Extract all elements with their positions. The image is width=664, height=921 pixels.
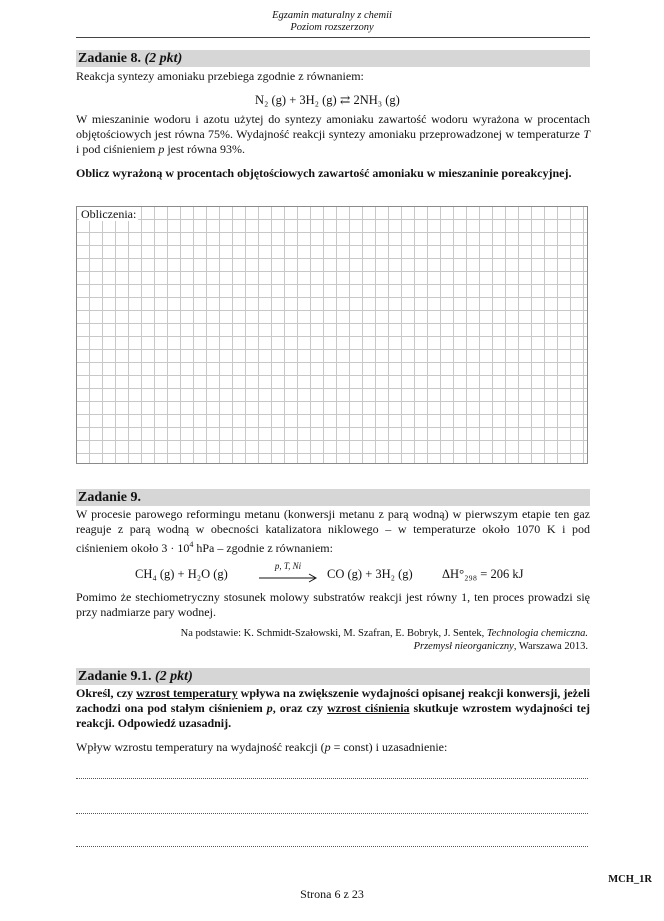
right-arrow-icon [257,573,319,587]
source-book-subtitle: Przemysł nieorganiczny [413,641,514,652]
task91-command-text-3: , oraz czy [272,701,328,715]
task9-paragraph-text-2: hPa – zgodnie z równaniem: [193,541,333,555]
task8-paragraph [76,112,590,157]
task8-temperature-symbol: T [583,127,590,141]
task91-title [78,668,193,685]
task91-points: (2 pkt) [155,669,193,684]
page-number: Strona 6 z 23 [300,887,364,901]
task9-title-bar [76,489,590,506]
task8-pressure-symbol: p [158,142,165,156]
task8-paragraph-text-3: jest równa 93%. [164,142,245,156]
task91-command-text-2: wpływa na zwiększenie wydajności opisanej reakcji konwersji, jeżeli zachodzi ona pod stałym ciśnieniem [76,686,590,715]
task91-pressure-symbol: p [266,701,273,715]
reaction-conditions: p, T, Ni [274,561,302,571]
task9-equation-right: CO (g) + 3H₂ (g) [327,567,413,581]
exam-code: MCH_1R [608,874,652,885]
answer-line-1[interactable] [76,777,588,779]
task8-command: Oblicz wyrażoną w procentach objętościowych zawartość amoniaku w mieszaninie poreakcyjnej. [76,166,572,180]
source-publisher: , Warszawa 2013. [513,641,588,652]
task9-exponent: 4 [189,540,194,549]
task91-underlined-temperature: wzrost temperatury [136,686,238,700]
task8-paragraph-text-2: i pod ciśnieniem [76,142,159,156]
calculation-label: Obliczenia: [81,207,137,221]
task91-command [76,686,590,731]
task8-points: (2 pkt) [144,51,183,66]
task8-intro: Reakcja syntezy amoniaku przebiega zgodnie z równaniem: [76,69,364,83]
task8-paragraph-text: W mieszaninie wodoru i azotu użytej do syntezy amoniaku zawartość wodoru wyrażona w procentach objętościowych jest równa 75%. Wydajność reakcji syntezy amoniaku przeprowadzonej w temperaturze [76,112,590,141]
source-authors: Na podstawie: K. Schmidt-Szałowski, M. Szafran, E. Bobryk, J. Sentek, [180,628,487,639]
task8-number: Zadanie 8. [78,51,142,66]
page-header [0,10,664,34]
task91-number: Zadanie 9.1. [78,669,152,684]
answer-line-2[interactable] [76,812,588,814]
task91-command-text: Określ, czy [76,686,137,700]
source-book-title: Technologia chemiczna. [486,628,588,639]
answer-prompt-text: Wpływ wzrostu temperatury na wydajność reakcji ( [76,740,325,754]
task9-paragraph-text: W procesie parowego reformingu metanu (konwersji metanu z parą wodną) w pierwszym etapie ten gaz reaguje z parą wodną w obecności katalizatora niklowego – w temperaturze około 1070 K i pod ciśnieniem około 3 · 10 [76,507,590,555]
task91-underlined-pressure: wzrost ciśnienia [327,701,410,715]
answer-line-3[interactable] [76,845,588,847]
header-divider [76,37,590,38]
task91-answer-prompt [76,740,590,755]
exam-title: Egzamin maturalny z chemii [272,10,392,21]
task9-reaction-arrow [257,561,319,587]
task9-title: Zadanie 9. [78,490,142,505]
task9-source [74,627,588,653]
task8-equation: N₂ (g) + 3H₂ (g) ⇄ 2NH₃ (g) [255,93,400,107]
exam-level: Poziom rozszerzony [290,22,374,33]
answer-pressure-symbol: p [324,740,331,754]
task91-command-text-4: skutkuje wzrostem wydajności tej reakcji. Odpowiedź uzasadnij. [76,701,591,730]
task9-enthalpy: ΔH°₂₉₈ = 206 kJ [442,567,524,581]
task9-paragraph-2: Pomimo że stechiometryczny stosunek molowy substratów reakcji jest równy 1, ten proces prowadzi się przy nadmiarze pary wodnej. [76,590,590,619]
answer-prompt-text-2: = const) i uzasadnienie: [330,740,448,754]
task9-paragraph [76,507,590,556]
task8-title [78,50,182,67]
task9-equation-left: CH₄ (g) + H₂O (g) [135,567,228,581]
task8-calculation-grid[interactable] [76,206,588,464]
